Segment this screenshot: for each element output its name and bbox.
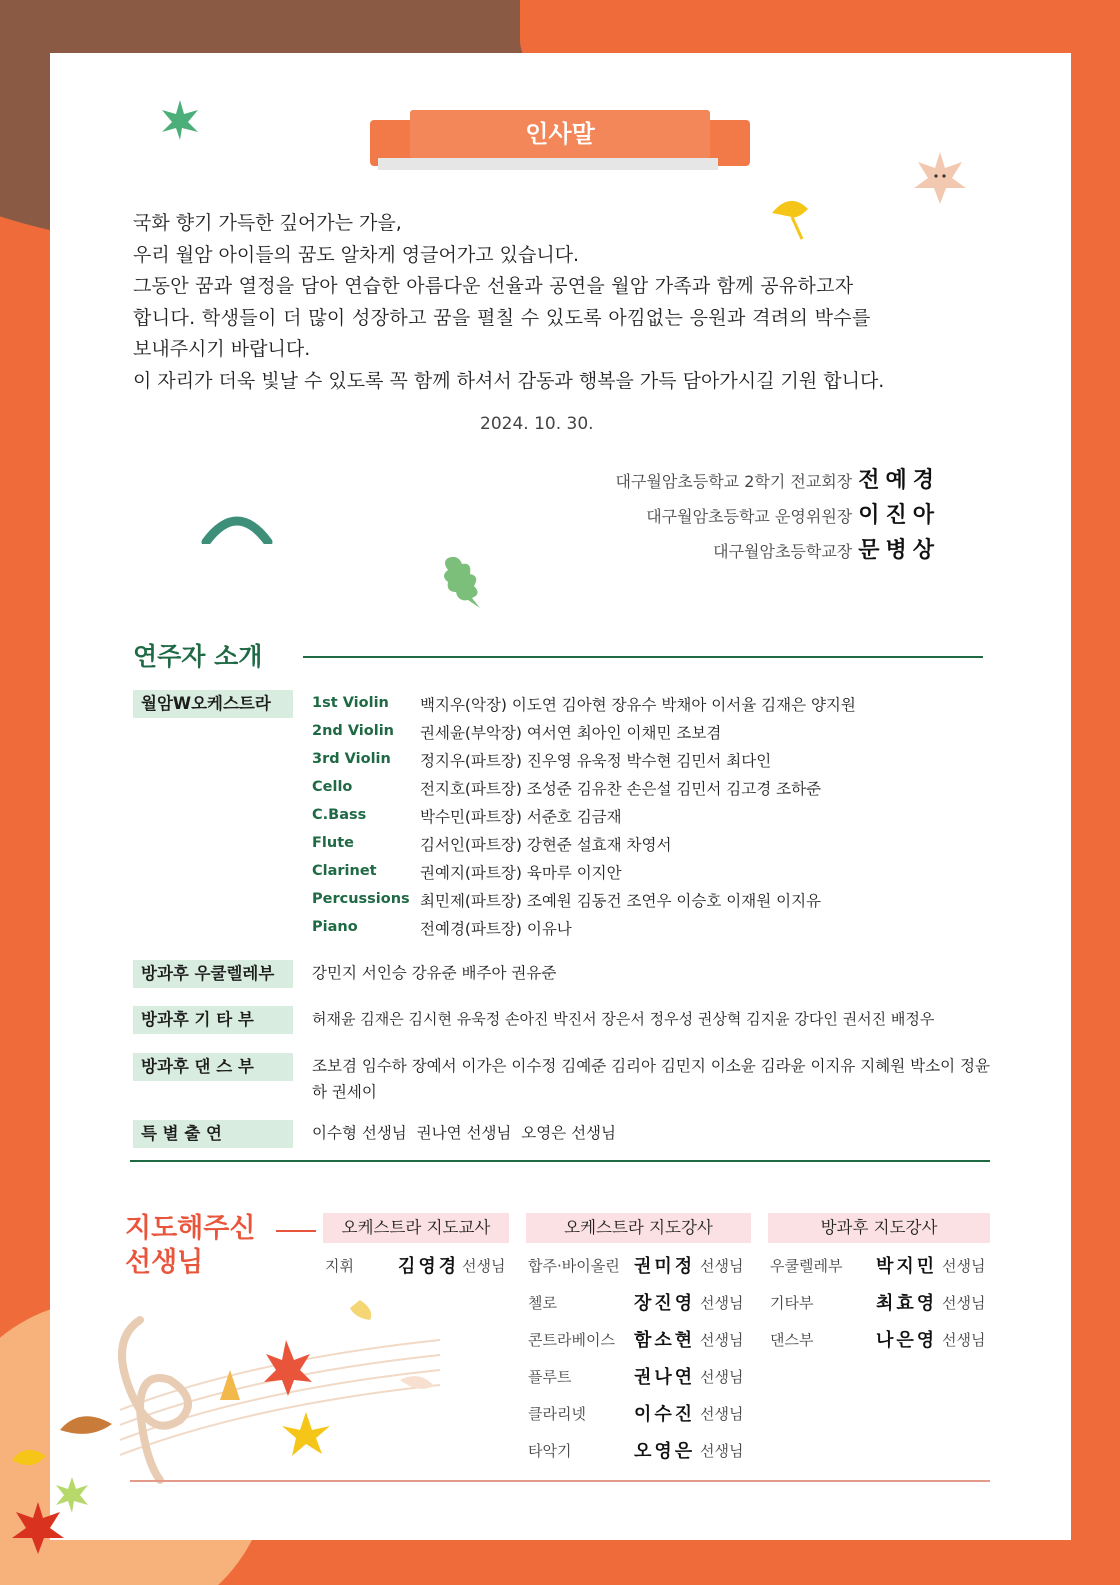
instrument-part: 3rd Violin: [312, 751, 391, 767]
teacher-name: 나은영: [876, 1330, 938, 1351]
greeting-line: 그동안 꿈과 열정을 담아 연습한 아름다운 선율과 공연을 월암 가족과 함께 공유하고자: [133, 275, 854, 297]
teacher-suffix: 선생님: [700, 1405, 744, 1423]
teacher-suffix: 선생님: [462, 1257, 506, 1275]
greeting-date: 2024. 10. 30.: [480, 414, 594, 434]
instrument-part: Clarinet: [312, 863, 377, 879]
orchestra-tag: 월암W오케스트라: [133, 690, 293, 718]
oak-leaf-icon: [438, 552, 488, 610]
teacher-name: 권미정: [634, 1256, 696, 1277]
greeting-line: 이 자리가 더욱 빛날 수 있도록 꼭 함께 하셔서 감동과 행복을 가득 담아가시길 기원 합니다.: [133, 369, 885, 392]
section-divider: [130, 1160, 990, 1162]
greeting-line: 국화 향기 가득한 깊어가는 가을,: [133, 212, 402, 234]
teacher-role: 지휘: [325, 1257, 354, 1275]
teacher-suffix: 선생님: [942, 1294, 986, 1312]
teacher-name: 박지민: [876, 1256, 938, 1277]
instrument-part: Flute: [312, 835, 354, 851]
teacher-suffix: 선생님: [700, 1368, 744, 1386]
teacher-role: 첼로: [528, 1294, 557, 1312]
signature-name: 문병상: [858, 538, 940, 563]
instrument-members: 최민제(파트장) 조예원 김동건 조연우 이승호 이재원 이지유: [420, 892, 822, 910]
instrument-members: 권세윤(부악장) 여서연 최아인 이채민 조보겸: [420, 724, 722, 742]
teachers-title: [125, 1212, 255, 1280]
instrument-members: 김서인(파트장) 강현준 설효재 차영서: [420, 836, 672, 854]
dance-members: 조보겸 임수하 장예서 이가은 이수정 김예준 김리아 김민지 이소윤 김라윤 이지유 지혜원 박소이 정윤하 권세이: [312, 1057, 990, 1101]
greeting-title-banner: [370, 108, 750, 172]
teachers-title-line: 지도해주신: [125, 1213, 256, 1244]
greeting-line: 합니다. 학생들이 더 많이 성장하고 꿈을 펼칠 수 있도록 아낌없는 응원과 격려의 박수를: [133, 306, 871, 329]
greeting-text: [133, 208, 993, 397]
special-members: 이수형 선생님 권나연 선생님 오영은 선생님: [312, 1124, 617, 1142]
instrument-members: 권예지(파트장) 육마루 이지안: [420, 864, 622, 882]
instrument-part: C.Bass: [312, 807, 367, 823]
teacher-name: 함소현: [634, 1330, 696, 1351]
teacher-suffix: 선생님: [700, 1294, 744, 1312]
instrument-members: 정지우(파트장) 진우영 유욱정 박수현 김민서 최다인: [420, 752, 772, 770]
greeting-line: 보내주시기 바랍니다.: [133, 338, 311, 360]
teacher-name: 최효영: [876, 1293, 938, 1314]
orchestra-teacher-header: 오케스트라 지도교사: [323, 1213, 509, 1243]
teacher-name: 김영경: [398, 1256, 460, 1277]
greeting-title: 인사말: [410, 110, 710, 158]
signature-name: 전예경: [858, 468, 940, 493]
yellow-leaf-icon: [10, 1440, 50, 1480]
instrument-members: 백지우(악장) 이도연 김아현 장유수 박채아 이서율 김재은 양지원: [420, 696, 856, 714]
bottom-divider: [130, 1480, 990, 1482]
signature-title: 대구월암초등학교 2학기 전교회장: [615, 472, 853, 491]
red-maple-leaf-icon: [10, 1500, 66, 1556]
teacher-name: 이수진: [634, 1404, 696, 1425]
teachers-title-dash: [276, 1230, 316, 1232]
performers-section-title: 연주자 소개: [133, 642, 263, 671]
teacher-suffix: 선생님: [942, 1331, 986, 1349]
teacher-name: 권나연: [634, 1367, 696, 1388]
teacher-role: 댄스부: [770, 1331, 814, 1349]
orchestra-instructors-header: 오케스트라 지도강사: [526, 1213, 751, 1243]
instrument-members: 전지호(파트장) 조성준 김유찬 손은설 김민서 김고경 조하준: [420, 780, 822, 798]
afterschool-instructors-header: 방과후 지도강사: [768, 1213, 990, 1243]
teacher-name: 오영은: [634, 1441, 696, 1462]
teacher-role: 클라리넷: [528, 1405, 586, 1423]
instrument-part: Piano: [312, 919, 358, 935]
instrument-members: 전예경(파트장) 이유나: [420, 920, 572, 938]
teacher-suffix: 선생님: [700, 1442, 744, 1460]
teacher-role: 우쿨렐레부: [770, 1257, 843, 1275]
ukulele-tag: 방과후 우쿨렐레부: [133, 960, 293, 988]
guitar-members: 허재윤 김재은 김시현 유욱정 손아진 박진서 장은서 정우성 권상혁 김지윤 강다인 권서진 배정우: [312, 1010, 935, 1028]
teacher-role: 플루트: [528, 1368, 572, 1386]
dance-tag: 방과후 댄 스 부: [133, 1053, 293, 1081]
guitar-tag: 방과후 기 타 부: [133, 1006, 293, 1034]
ukulele-members: 강민지 서인승 강유준 배주아 권유준: [312, 964, 557, 982]
section-divider: [303, 656, 983, 658]
special-tag: 특 별 출 연: [133, 1120, 293, 1148]
greeting-line: 우리 월암 아이들의 꿈도 알차게 영글어가고 있습니다.: [133, 243, 580, 266]
teacher-suffix: 선생님: [942, 1257, 986, 1275]
instrument-part: Percussions: [312, 891, 410, 907]
signature-name: 이진아: [858, 503, 940, 528]
title-banner-shadow: [378, 158, 718, 170]
instrument-part: 2nd Violin: [312, 723, 395, 739]
music-leaves-decoration: [100, 1300, 460, 1500]
rainbow-arc-icon: [200, 508, 274, 544]
teacher-role: 콘트라베이스: [528, 1331, 615, 1349]
instrument-part: Cello: [312, 779, 353, 795]
teacher-name: 장진영: [634, 1293, 696, 1314]
teacher-role: 기타부: [770, 1294, 814, 1312]
signature-row: [646, 498, 940, 529]
signature-row: [615, 463, 940, 494]
brown-leaf-icon: [56, 1400, 116, 1450]
signature-title: 대구월암초등학교장: [713, 542, 853, 561]
teacher-role: 타악기: [528, 1442, 572, 1460]
teacher-suffix: 선생님: [700, 1331, 744, 1349]
teacher-role: 합주·바이올린: [528, 1257, 620, 1275]
instrument-members: 박수민(파트장) 서준호 김금재: [420, 808, 622, 826]
green-leaf-icon: [158, 98, 202, 142]
teacher-suffix: 선생님: [700, 1257, 744, 1275]
maple-leaf-icon: [910, 148, 970, 208]
teachers-title-line: 선생님: [125, 1247, 204, 1278]
signature-title: 대구월암초등학교 운영위원장: [646, 507, 853, 526]
signature-row: [713, 533, 940, 564]
instrument-part: 1st Violin: [312, 695, 389, 711]
